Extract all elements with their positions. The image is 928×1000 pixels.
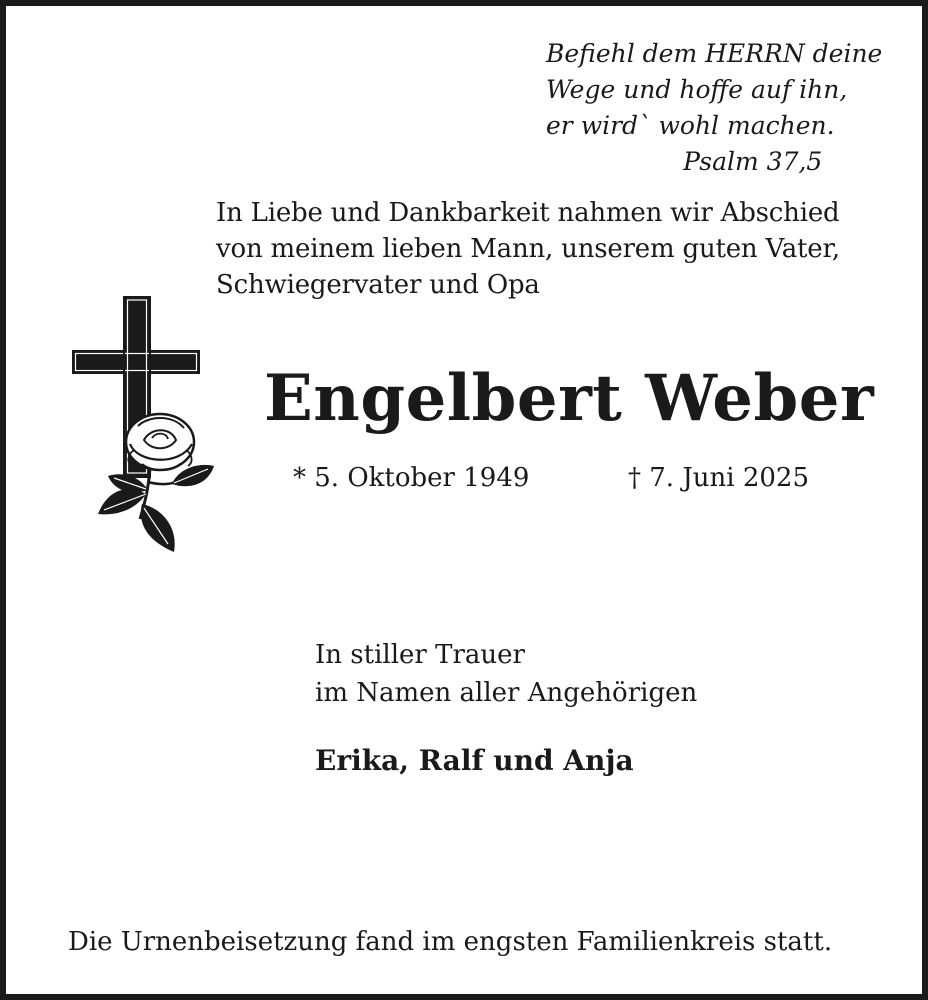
deceased-name: Engelbert Weber [264, 361, 875, 436]
intro-line: In Liebe und Dankbarkeit nahmen wir Abschied [216, 198, 840, 228]
bible-verse [546, 36, 882, 180]
intro-text [216, 195, 840, 303]
verse-line: er wird` wohl machen. [546, 111, 835, 140]
intro-line: von meinem lieben Mann, unserem guten Vater, [216, 234, 840, 264]
rose-icon [126, 414, 194, 470]
verse-reference: Psalm 37,5 [683, 147, 823, 176]
mourning-line: im Namen aller Angehörigen [315, 678, 698, 708]
verse-line: Wege und hoffe auf ihn, [546, 75, 848, 104]
death-date: † 7. Juni 2025 [628, 463, 809, 493]
mourning-text [315, 636, 697, 712]
mourning-line: In stiller Trauer [315, 640, 525, 670]
family-names: Erika, Ralf und Anja [315, 744, 634, 777]
burial-note: Die Urnenbeisetzung fand im engsten Familienkreis statt. [68, 927, 833, 957]
intro-line: Schwiegervater und Opa [216, 270, 540, 300]
birth-date: * 5. Oktober 1949 [293, 463, 530, 493]
verse-line: Befiehl dem HERRN deine [546, 39, 883, 68]
cross-with-rose-icon [68, 294, 218, 559]
rose-leaves-icon [98, 465, 214, 552]
